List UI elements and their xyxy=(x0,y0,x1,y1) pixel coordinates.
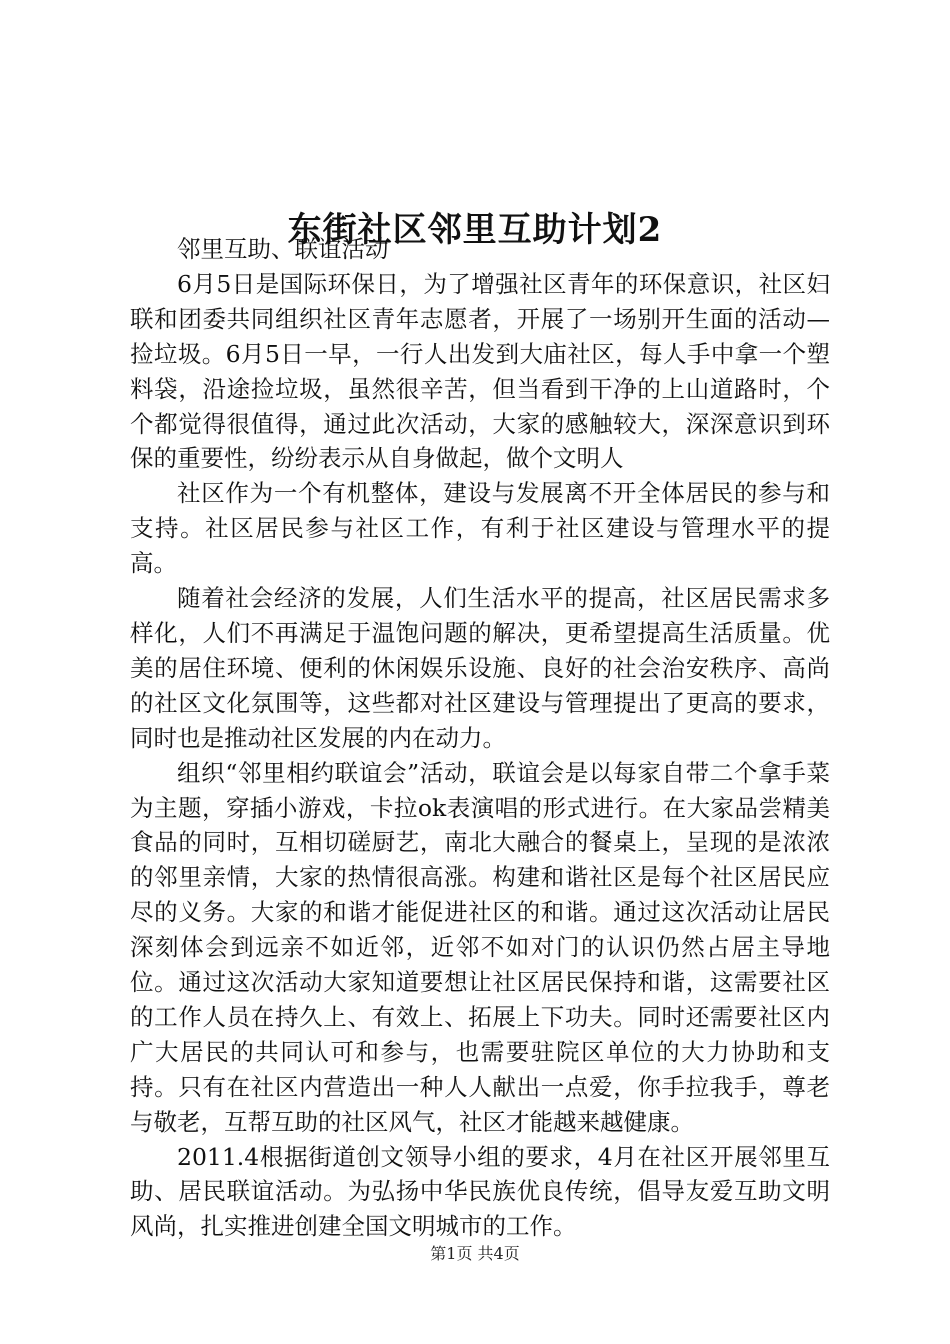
document-title: 东街社区邻里互助计划2 xyxy=(287,209,663,250)
paragraph-subheading: 邻里互助、联谊活动 xyxy=(177,235,389,263)
page-number-footer: 第1页 共4页 xyxy=(430,1244,520,1263)
document-body xyxy=(130,232,830,1244)
paragraph: 组织“邻里相约联谊会”活动，联谊会是以每家自带二个拿手菜为主题，穿插小游戏，卡拉ok表演唱的形式进行。在大家品尝精美食品的同时，互相切磋厨艺，南北大融合的餐桌上，呈现的是浓浓的邻里亲情，大家的热情很高涨。构建和谐社区是每个社区居民应尽的义务。大家的和谐才能促进社区的和谐。通过这次活动让居民深刻体会到远亲不如近邻，近邻不如对门的认识仍然占居主导地位。通过这次活动大家知道要想让社区居民保持和谐，这需要社区的工作人员在持久上、有效上、拓展上下功夫。同时还需要社区内广大居民的共同认可和参与，也需要驻院区单位的大力协助和支持。只有在社区内营造出一种人人献出一点爱，你手拉我手，尊老与敬老，互帮互助的社区风气，社区才能越来越健康。 xyxy=(130,758,830,1136)
paragraph: 6月5日是国际环保日，为了增强社区青年的环保意识，社区妇联和团委共同组织社区青年志愿者，开展了一场别开生面的活动—捡垃圾。6月5日一早，一行人出发到大庙社区，每人手中拿一个塑料袋，沿途捡垃圾，虽然很辛苦，但当看到干净的上山道路时，个个都觉得很值得，通过此次活动，大家的感触较大，深深意识到环保的重要性，纷纷表示从自身做起，做个文明人 xyxy=(130,269,830,473)
paragraph: 社区作为一个有机整体，建设与发展离不开全体居民的参与和支持。社区居民参与社区工作，有利于社区建设与管理水平的提高。 xyxy=(130,479,830,578)
paragraph: 2011.4根据街道创文领导小组的要求，4月在社区开展邻里互助、居民联谊活动。为弘扬中华民族优良传统，倡导友爱互助文明风尚，扎实推进创建全国文明城市的工作。 xyxy=(130,1142,830,1241)
paragraph: 随着社会经济的发展，人们生活水平的提高，社区居民需求多样化，人们不再满足于温饱问题的解决，更希望提高生活质量。优美的居住环境、便利的休闲娱乐设施、良好的社会治安秩序、高尚的社区文化氛围等，这些都对社区建设与管理提出了更高的要求，同时也是推动社区发展的内在动力。 xyxy=(130,584,830,752)
